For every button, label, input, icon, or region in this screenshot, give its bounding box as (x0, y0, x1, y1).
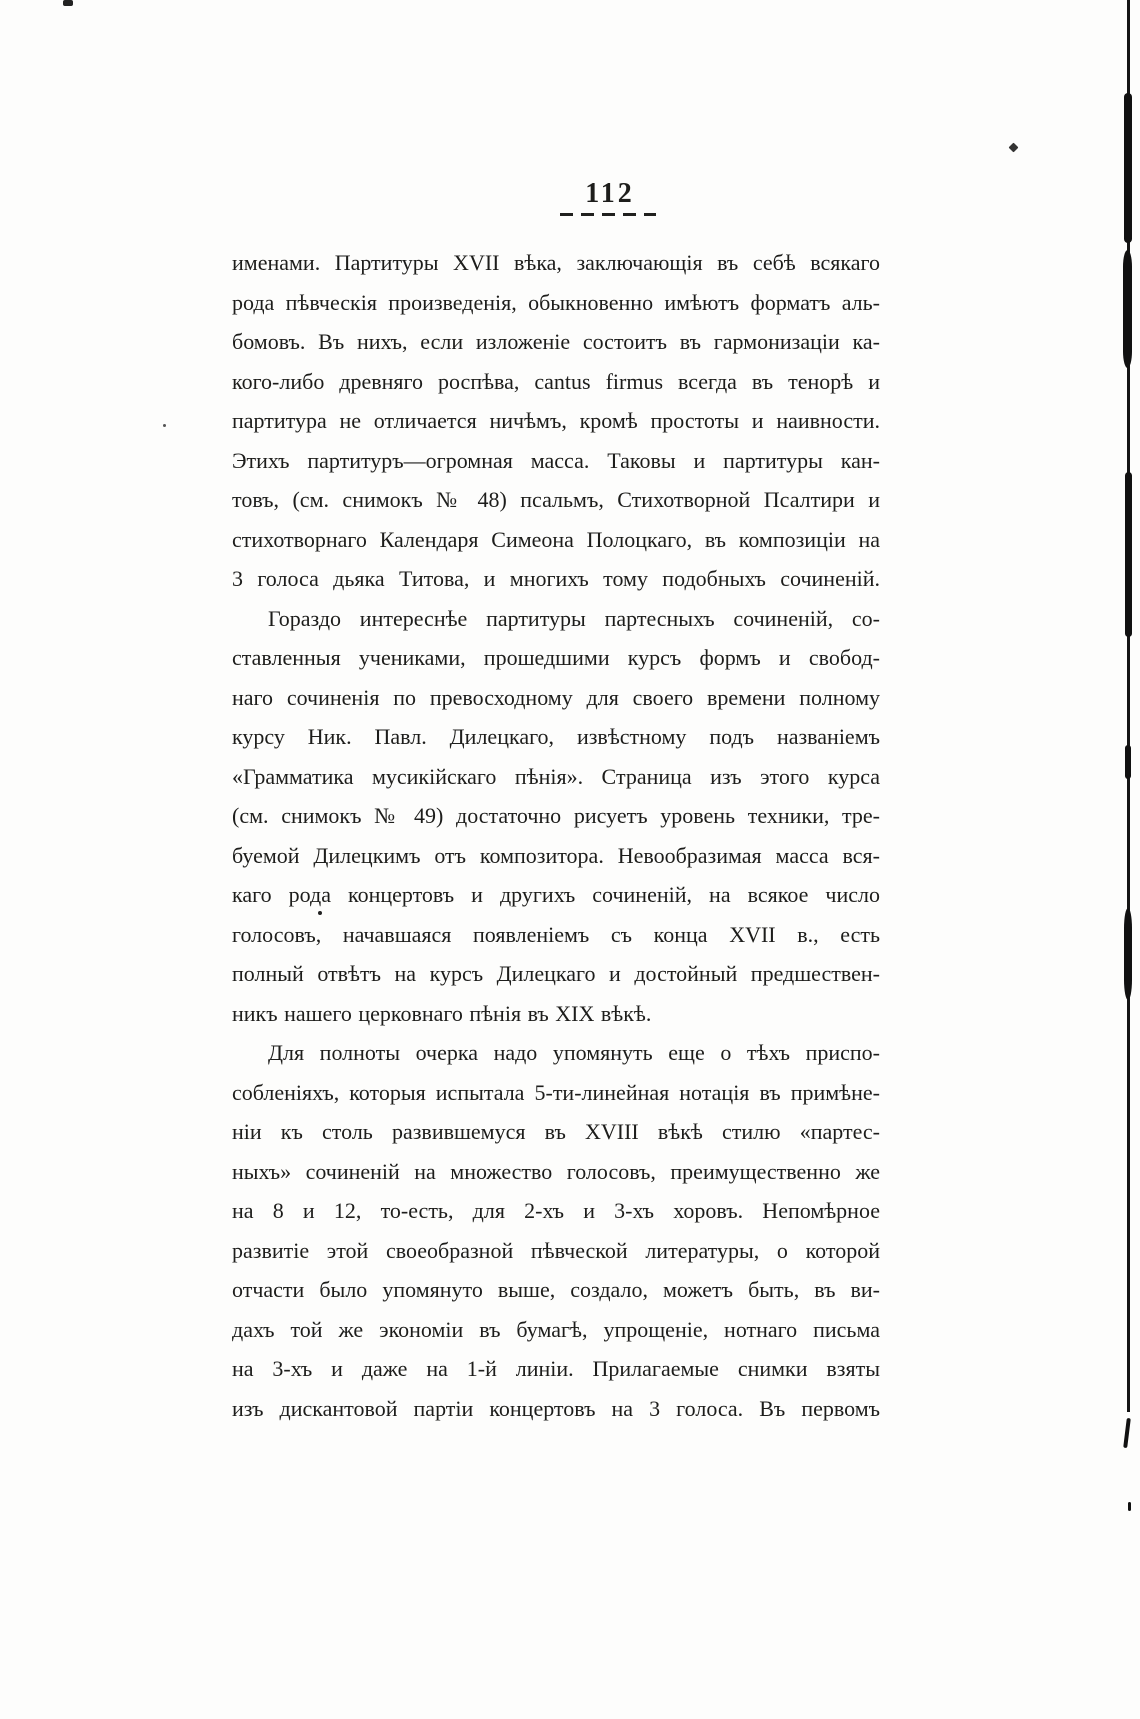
page-number: 112 (585, 178, 635, 209)
text-line: бомовъ. Въ нихъ, если изложеніе состоитъ въ гармонизаціи ка- (232, 329, 880, 354)
text-line: Гораздо интереснѣе партитуры партесныхъ сочиненій, со- (268, 605, 880, 631)
scan-edge-blob (1125, 472, 1132, 637)
text-line: Для полноты очерка надо упомянуть еще о тѣхъ приспо- (268, 1040, 880, 1065)
text-line: «Грамматика мусикійскаго пѣнія». Страница изъ этого курса (232, 763, 880, 789)
text-line: стихотворнаго Календаря Симеона Полоцкаго, въ композиціи на (232, 526, 880, 552)
scan-edge-blob (1123, 250, 1132, 368)
text-line: 3 голоса дьяка Титова, и многихъ тому подобныхъ сочиненій. (232, 566, 880, 591)
scan-edge-blob (1124, 93, 1132, 243)
page-number-rule (560, 213, 656, 216)
text-line: рода пѣвческія произведенія, обыкновенно имѣютъ форматъ аль- (232, 289, 880, 315)
text-line: наго сочиненія по превосходному для своего времени полному (232, 684, 880, 710)
scan-edge-blob (1124, 908, 1132, 1000)
ink-speck (163, 424, 166, 427)
text-line: на 3-хъ и даже на 1-й линіи. Прилагаемые снимки взяты (232, 1356, 880, 1381)
text-line: (см. снимокъ № 49) достаточно рисуетъ уровень техники, тре- (232, 803, 880, 828)
text-line: отчасти было упомянуто выше, создало, можетъ быть, въ ви- (232, 1277, 880, 1302)
scan-edge-blob (1128, 1502, 1131, 1511)
text-line: именами. Партитуры XVII вѣка, заключающія въ себѣ всякаго (232, 250, 880, 275)
text-line: ставленныя учениками, прошедшими курсъ формъ и свобод- (232, 645, 880, 670)
text-line: курсу Ник. Павл. Дилецкаго, извѣстному подъ названіемъ (232, 724, 880, 749)
text-line: голосовъ, начавшаяся появленіемъ съ конца XVII в., есть (232, 921, 880, 947)
scan-edge-blob (1125, 745, 1131, 779)
ink-speck (63, 0, 73, 6)
text-line: собленіяхъ, которыя испытала 5-ти-линейная нотація въ примѣне- (232, 1079, 880, 1105)
ink-speck (1009, 143, 1019, 153)
text-line: партитура не отличается ничѣмъ, кромѣ простоты и наивности. (232, 408, 880, 433)
text-line: изъ дискантовой партіи концертовъ на 3 голоса. Въ первомъ (232, 1395, 880, 1421)
text-line: дахъ той же экономіи въ бумагѣ, упрощеніе, нотнаго письма (232, 1316, 880, 1342)
body-text (232, 243, 880, 1428)
text-line: ныхъ» сочиненій на множество голосовъ, преимущественно же (232, 1158, 880, 1184)
text-line: никъ нашего церковнаго пѣнія въ XIX вѣкѣ. (232, 1000, 652, 1026)
text-line: товъ, (см. снимокъ № 48) псальмъ, Стихотворной Псалтири и (232, 487, 880, 512)
text-line: Этихъ партитуръ—огромная масса. Таковы и партитуры кан- (232, 447, 880, 473)
text-line: буемой Дилецкимъ отъ композитора. Невообразимая масса вся- (232, 842, 880, 868)
text-line: развитіе этой своеобразной пѣвческой литературы, о которой (232, 1237, 880, 1263)
text-line: кого-либо древняго роспѣва, cantus firmus всегда въ тенорѣ и (232, 368, 880, 394)
ink-speck (318, 911, 322, 915)
text-line: на 8 и 12, то-есть, для 2-хъ и 3-хъ хоровъ. Непомѣрное (232, 1198, 880, 1223)
scan-edge-blob (1123, 1418, 1131, 1448)
text-line: ніи къ столь развившемуся въ XVIII вѣкѣ стилю «партес- (232, 1119, 880, 1144)
text-line: каго рода концертовъ и другихъ сочиненій, на всякое число (232, 882, 880, 907)
text-line: полный отвѣтъ на курсъ Дилецкаго и достойный предшествен- (232, 961, 880, 986)
